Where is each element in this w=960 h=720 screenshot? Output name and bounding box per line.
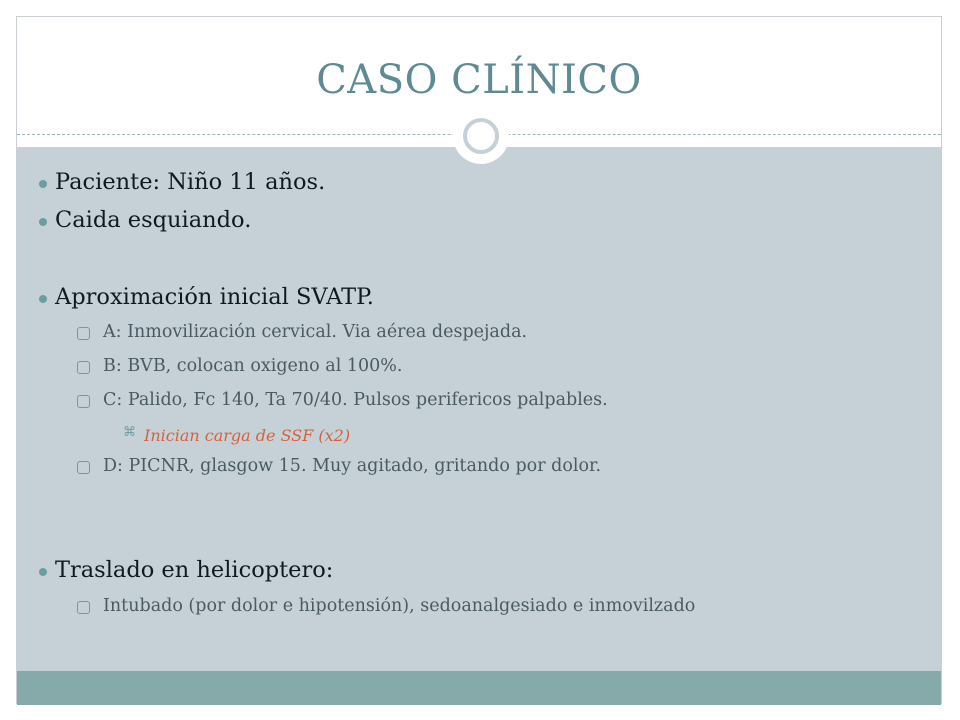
sub-bullet-item: [103, 456, 601, 476]
sub-bullet-text: D: PICNR, glasgow 15. Muy agitado, gritando por dolor.: [103, 456, 602, 476]
sub-bullet-item: [103, 322, 527, 342]
bullet-dot-icon: [39, 295, 47, 303]
bullet-item: [55, 557, 333, 583]
bullet-dot-icon: [39, 218, 47, 226]
bullet-item: [55, 169, 325, 195]
content-panel: [17, 147, 941, 671]
sub-bullet-text: A: Inmovilización cervical. Via aérea despejada.: [103, 322, 528, 342]
slide-frame: [16, 16, 942, 704]
sub-bullet-text: C: Palido, Fc 140, Ta 70/40. Pulsos perifericos palpables.: [103, 390, 608, 410]
sub-bullet-text: Intubado (por dolor e hipotensión), sedoanalgesiado e inmovilzado: [103, 596, 696, 616]
sub-bullet-item: [103, 356, 402, 376]
square-bullet-icon: [77, 601, 90, 614]
sub-bullet-item: [103, 596, 695, 616]
bullet-item: [55, 284, 374, 310]
bullet-dot-icon: [39, 568, 47, 576]
footer-bar: [17, 671, 941, 705]
square-bullet-icon: [77, 461, 90, 474]
decorative-circle-icon: [453, 108, 509, 164]
cross-bullet-icon: ⌘: [123, 425, 136, 440]
sub-sub-bullet-item: [123, 425, 351, 445]
slide-title: CASO CLÍNICO: [316, 57, 642, 103]
sub-sub-bullet-text: Inician carga de SSF (x2): [144, 426, 351, 445]
bullet-dot-icon: [39, 180, 47, 188]
sub-bullet-item: [103, 390, 608, 410]
bullet-item: [55, 207, 251, 233]
bullet-text: Caida esquiando.: [55, 207, 252, 233]
sub-bullet-text: B: BVB, colocan oxigeno al 100%.: [103, 356, 403, 376]
bullet-text: Aproximación inicial SVATP.: [55, 284, 374, 310]
bullet-text: Traslado en helicoptero:: [55, 557, 334, 583]
square-bullet-icon: [77, 395, 90, 408]
square-bullet-icon: [77, 361, 90, 374]
square-bullet-icon: [77, 327, 90, 340]
circle-ring: [463, 118, 499, 154]
bullet-text: Paciente: Niño 11 años.: [55, 169, 326, 195]
